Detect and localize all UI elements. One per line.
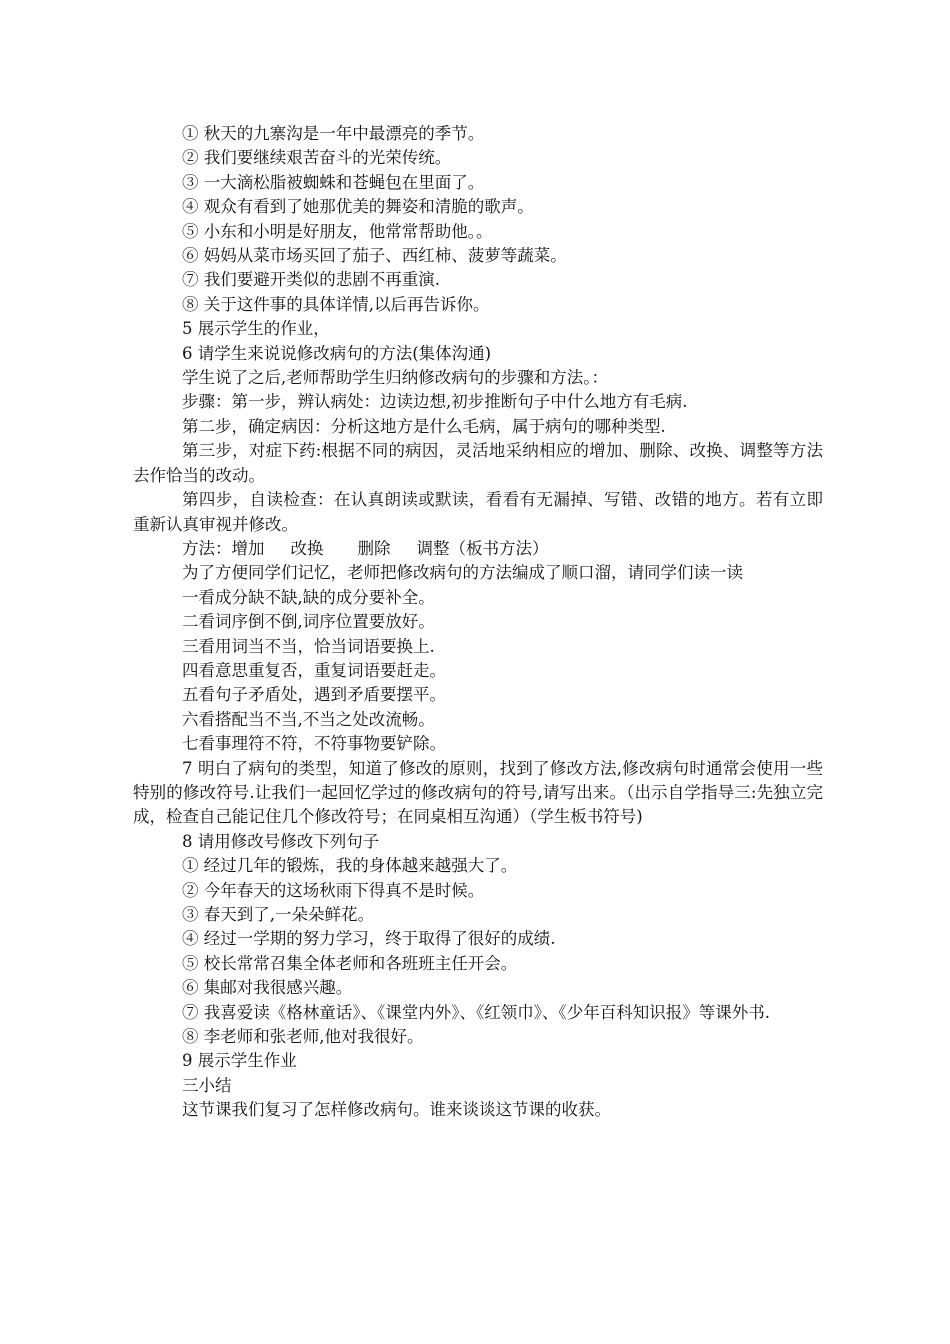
- text-line: ③ 一大滴松脂被蜘蛛和苍蝇包在里面了。: [182, 172, 485, 192]
- text-line: ② 今年春天的这场秋雨下得真不是时候。: [182, 880, 485, 900]
- methods-line: [133, 537, 823, 561]
- text-line: 步骤：第一步，辨认病处：边读边想,初步推断句子中什么地方有毛病.: [182, 392, 688, 412]
- text-line: ⑥ 妈妈从菜市场买回了茄子、西红柿、菠萝等蔬菜。: [182, 246, 567, 266]
- rhyme-line: 七看事理符不符，不符事物要铲除。: [182, 734, 446, 754]
- text-line: ⑧ 李老师和张老师,他对我很好。: [182, 1027, 424, 1047]
- text-paragraph: 为了方便同学们记忆，老师把修改病句的方法编成了顺口溜，请同学们读一读: [182, 563, 743, 583]
- text-line: ④ 经过一学期的努力学习，终于取得了很好的成绩.: [182, 929, 556, 949]
- text-line: ⑥ 集邮对我很感兴趣。: [182, 978, 353, 998]
- text-line: ② 我们要继续艰苦奋斗的光荣传统。: [182, 148, 452, 168]
- rhyme-line: 二看词序倒不倒,词序位置要放好。: [182, 612, 435, 632]
- text-line: ④ 观众有看到了她那优美的舞姿和清脆的歌声。: [182, 197, 534, 217]
- section-heading: 9 展示学生作业: [182, 1051, 297, 1071]
- method-replace: 改换: [290, 538, 324, 558]
- text-line: 学生说了之后,老师帮助学生归纳修改病句的步骤和方法。：: [182, 368, 608, 388]
- method-add: 方法：增加: [182, 538, 265, 558]
- document-body: [133, 122, 823, 1123]
- rhyme-line: 三看用词当不当，恰当词语要换上.: [182, 636, 435, 656]
- rhyme-line: 六看搭配当不当,不当之处改流畅。: [182, 709, 435, 729]
- text-paragraph: 7 明白了病句的类型，知道了修改的原则，找到了修改方法,修改病句时通常会使用一些特别的修改符号.让我们一起回忆学过的修改病句的符号,请写出来。（出示自学指导三:先独立完成，检查自己能记住几个修改符号；在同桌相互沟通）（学生板书符号): [133, 758, 823, 827]
- rhyme-line: 五看句子矛盾处，遇到矛盾要摆平。: [182, 685, 446, 705]
- text-line: ① 经过几年的锻炼，我的身体越来越强大了。: [182, 856, 518, 876]
- text-line: ⑧ 关于这件事的具体详情,以后再告诉你。: [182, 294, 490, 314]
- text-line: ⑤ 小东和小明是好朋友，他常常帮助他。。: [182, 221, 493, 241]
- rhyme-line: 四看意思重复否，重复词语要赶走。: [182, 660, 446, 680]
- section-heading: 8 请用修改号修改下列句子: [182, 831, 380, 851]
- method-delete: 删除: [357, 538, 391, 558]
- text-paragraph: 第三步，对症下药:根据不同的病因，灵活地采纳相应的增加、删除、改换、调整等方法去作恰当的改动。: [133, 441, 823, 485]
- text-paragraph: ⑦ 我喜爱读《格林童话》、《课堂内外》、《红领巾》、《少年百科知识报》等课外书.: [182, 1002, 770, 1022]
- method-adjust: 调整（板书方法）: [416, 538, 549, 558]
- text-line: 这节课我们复习了怎样修改病句。谁来谈谈这节课的收获。: [182, 1100, 611, 1120]
- text-line: ① 秋天的九寨沟是一年中最漂亮的季节。: [182, 124, 485, 143]
- section-heading: 三小结: [182, 1075, 232, 1095]
- text-line: ⑦ 我们要避开类似的悲剧不再重演.: [182, 270, 440, 290]
- text-paragraph: 第四步，自读检查：在认真朗读或默读，看看有无漏掉、写错、改错的地方。若有立即重新认真审视并修改。: [133, 490, 823, 534]
- rhyme-line: 一看成分缺不缺,缺的成分要补全。: [182, 587, 435, 607]
- text-line: 第二步，确定病因：分析这地方是什么毛病，属于病句的哪种类型.: [182, 416, 666, 436]
- text-line: ③ 春天到了,一朵朵鲜花。: [182, 905, 374, 924]
- section-heading: 5 展示学生的作业，: [182, 319, 330, 339]
- section-heading: 6 请学生来说说修改病句的方法(集体沟通): [182, 343, 492, 363]
- text-line: ⑤ 校长常常召集全体老师和各班班主任开会。: [182, 953, 518, 973]
